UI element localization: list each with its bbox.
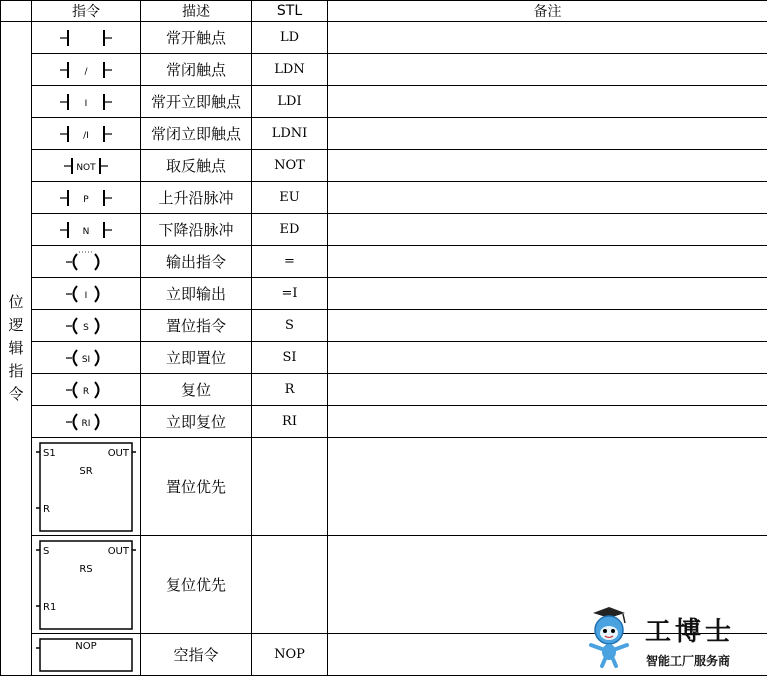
table-row [1,54,767,86]
description-cell: 常闭立即触点 [141,118,252,150]
symbol-text: S [83,322,89,333]
instruction-symbol [32,86,141,118]
logo-subtitle: 智能工厂服务商 [646,654,731,668]
notes-cell [328,22,767,54]
symbol-text: / [84,66,88,77]
coil-set-icon [46,315,126,337]
instruction-symbol [32,278,141,310]
description-cell: 空指令 [141,634,252,676]
box-input-1: S1 [43,447,56,459]
category-cell [1,22,32,676]
description-cell: 取反触点 [141,150,252,182]
table-row [1,406,767,438]
brand-logo [585,605,755,671]
box-name: RS [79,563,93,575]
instruction-symbol [32,342,141,374]
description-cell: 输出指令 [141,246,252,278]
notes-cell [328,214,767,246]
description-cell: 下降沿脉冲 [141,214,252,246]
instruction-symbol [32,54,141,86]
notes-cell [328,310,767,342]
box-output: OUT [107,447,129,459]
stl-cell: LD [252,22,328,54]
symbol-text: I [84,290,88,301]
instruction-symbol [32,374,141,406]
contact-nc-immediate-icon [46,123,126,145]
description-cell: 立即复位 [141,406,252,438]
table-row [1,246,767,278]
table-row [1,438,767,536]
stl-cell: R [252,374,328,406]
stl-cell: EU [252,182,328,214]
box-input-2: R [43,503,50,515]
corner-cell [1,1,32,22]
symbol-text: P [83,194,89,205]
contact-nc-icon [46,59,126,81]
description-cell: 常开立即触点 [141,86,252,118]
description-cell: 立即置位 [141,342,252,374]
stl-cell: LDN [252,54,328,86]
coil-reset-immediate-icon [46,411,126,433]
stl-cell: S [252,310,328,342]
box-name: NOP [75,640,97,652]
instruction-symbol [32,536,141,634]
stl-cell: =I [252,278,328,310]
description-cell: 上升沿脉冲 [141,182,252,214]
contact-no-icon [46,27,126,49]
table-row [1,342,767,374]
stl-cell: NOT [252,150,328,182]
instruction-symbol [32,22,141,54]
notes-cell [328,342,767,374]
contact-negative-edge-icon [46,219,126,241]
description-cell: 复位优先 [141,536,252,634]
symbol-text: /I [83,130,89,141]
description-cell: 常开触点 [141,22,252,54]
logo-title: 工博士 [645,617,736,647]
stl-cell: SI [252,342,328,374]
sr-flipflop-box-icon [34,440,138,534]
stl-cell [252,536,328,634]
header-row [1,1,767,22]
notes-cell [328,54,767,86]
table-row [1,374,767,406]
box-name: SR [79,465,93,477]
stl-cell: = [252,246,328,278]
header-stl: STL [252,1,328,22]
instruction-symbol [32,182,141,214]
stl-cell: LDNI [252,118,328,150]
table-row [1,182,767,214]
instruction-symbol [32,214,141,246]
stl-cell [252,438,328,536]
instruction-symbol [32,438,141,536]
symbol-text: R [82,386,90,397]
table-row [1,118,767,150]
stl-cell: RI [252,406,328,438]
description-cell: 立即输出 [141,278,252,310]
doctor-mascot-icon [585,605,643,669]
table-row [1,86,767,118]
contact-not-icon [46,155,126,177]
header-description: 描述 [141,1,252,22]
notes-cell [328,246,767,278]
symbol-text: SI [81,354,91,365]
instruction-symbol [32,150,141,182]
instruction-symbol [32,246,141,278]
coil-set-immediate-icon [46,347,126,369]
symbol-text: N [82,226,90,237]
instruction-symbol [32,310,141,342]
table-row [1,150,767,182]
rs-flipflop-box-icon [34,538,138,632]
header-notes: 备注 [328,1,767,22]
notes-cell [328,278,767,310]
notes-cell [328,86,767,118]
box-output: OUT [107,545,129,557]
description-cell: 复位 [141,374,252,406]
description-cell: 置位优先 [141,438,252,536]
description-cell: 置位指令 [141,310,252,342]
table-row [1,22,767,54]
description-cell: 常闭触点 [141,54,252,86]
notes-cell [328,406,767,438]
symbol-text: RI [81,418,91,429]
coil-immediate-output-icon [46,283,126,305]
notes-cell [328,438,767,536]
instruction-symbol [32,406,141,438]
notes-cell [328,118,767,150]
symbol-text: I [84,98,88,109]
table-row [1,278,767,310]
coil-output-icon [46,251,126,273]
instruction-symbol [32,634,141,676]
notes-cell [328,150,767,182]
stl-cell: LDI [252,86,328,118]
table-row [1,310,767,342]
symbol-text: NOT [76,162,96,173]
notes-cell [328,182,767,214]
instruction-symbol [32,118,141,150]
box-input-2: R1 [43,601,57,613]
stl-cell: NOP [252,634,328,676]
nop-box-icon [34,636,138,674]
coil-reset-icon [46,379,126,401]
table-row [1,214,767,246]
notes-cell [328,374,767,406]
box-input-1: S [43,545,50,557]
contact-immediate-icon [46,91,126,113]
stl-cell: ED [252,214,328,246]
header-instruction: 指令 [32,1,141,22]
category-label: 位逻辑指令 [8,293,24,403]
contact-positive-edge-icon [46,187,126,209]
